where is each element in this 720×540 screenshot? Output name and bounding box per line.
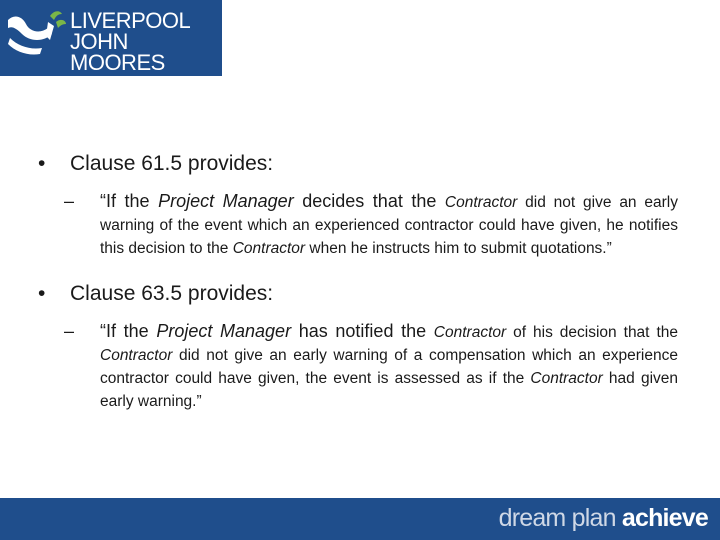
liver-bird-logo-icon [0, 0, 70, 76]
clause-61-5-heading: • Clause 61.5 provides: [38, 150, 678, 178]
tagline-achieve: achieve [621, 504, 708, 532]
quote-open: “If the [100, 191, 159, 211]
term-project-manager: Project Manager [158, 191, 294, 211]
tagline-dream: dream [498, 504, 566, 532]
quote-text: when he instructs him to submit quotations.” [305, 240, 612, 257]
logo-line-liverpool: LIVERPOOL [70, 8, 191, 33]
logo-line-university: UNIVERSITY [70, 76, 143, 90]
tagline-plan: plan [571, 504, 616, 532]
clause-61-5-quote [64, 190, 678, 260]
quote-open: “If the [100, 321, 157, 341]
clause-63-5-heading: • Clause 63.5 provides: [38, 280, 678, 308]
clause-63-5-quote [64, 320, 678, 413]
slide-content [38, 150, 678, 413]
quote-text: decides that the [293, 191, 445, 211]
quote-text: of his decision that the [506, 324, 678, 341]
quote-text: did not give an early warning of a compensation which an experience contractor could have given, the event is assessed as if the [100, 347, 678, 387]
dash-marker: – [64, 191, 75, 211]
term-contractor: Contractor [232, 240, 306, 257]
logo-line-john-moores: JOHN MOORES [70, 29, 165, 75]
quote-text: has notified the [291, 321, 434, 341]
quote-text: had given early warning.” [100, 370, 678, 410]
tagline [499, 504, 708, 533]
term-contractor: Contractor [444, 194, 518, 211]
term-project-manager: Project Manager [156, 321, 292, 341]
footer-bar [0, 498, 720, 540]
university-logo [0, 0, 222, 90]
term-contractor: Contractor [433, 324, 507, 341]
dash-marker: – [64, 321, 75, 341]
term-contractor: Contractor [530, 370, 603, 387]
term-contractor: Contractor [100, 347, 173, 364]
quote-text: did not give an early warning of the event which an experienced contractor could have given, he notifies this decision to the [100, 194, 678, 257]
